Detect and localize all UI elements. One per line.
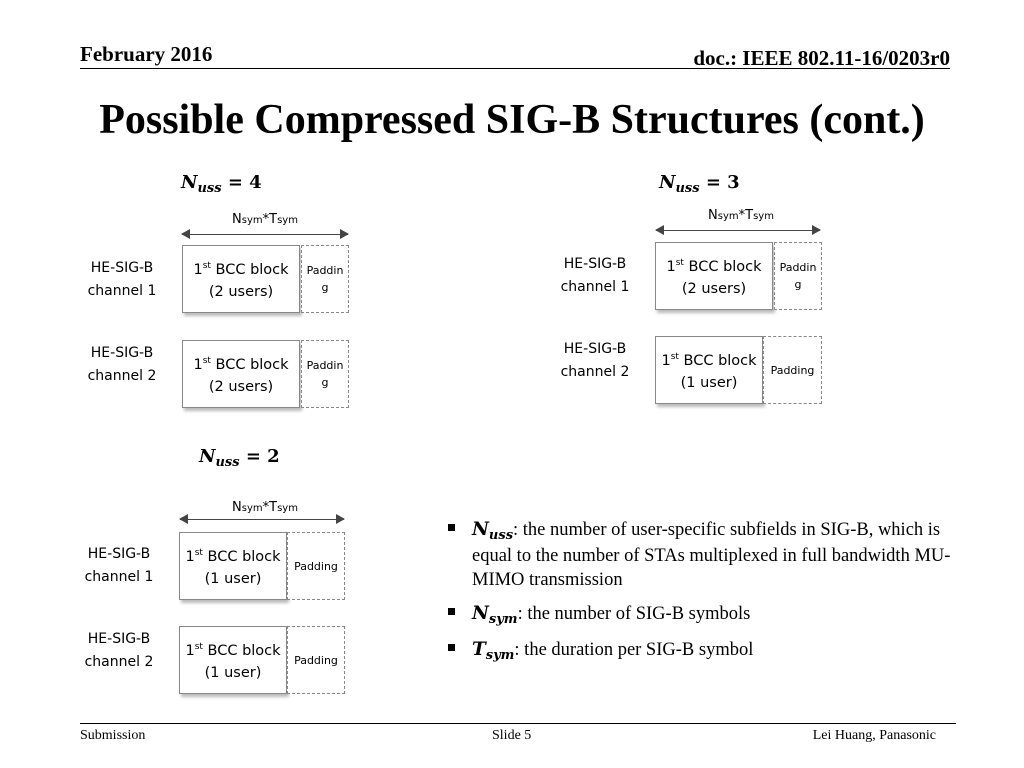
- padding-block: Padding: [287, 626, 345, 694]
- row-label-channel-1: HE-SIG-B channel 1: [560, 256, 630, 295]
- footer-author: Lei Huang, Panasonic: [812, 728, 936, 743]
- padding-block: Padding: [763, 336, 822, 404]
- nuss-4-label: $N_{uss} = 4$: [181, 172, 262, 196]
- padding-block: Paddin g: [774, 242, 822, 310]
- row-label-channel-2: HE-SIG-B channel 2: [84, 631, 154, 670]
- bcc-block: 1st BCC block (2 users): [182, 245, 300, 313]
- footer-slide-number: Slide 5: [492, 728, 532, 743]
- list-item: $T_{sym}$: the duration per SIG-B symbol: [448, 638, 968, 664]
- row-label-channel-2: HE-SIG-B channel 2: [560, 341, 630, 380]
- nuss-2-label: $N_{uss} = 2$: [199, 446, 280, 470]
- padding-block: Paddin g: [301, 340, 349, 408]
- square-bullet-icon: [448, 644, 455, 651]
- definitions-list: [448, 518, 968, 674]
- bcc-block: 1st BCC block (1 user): [179, 532, 287, 600]
- list-item: $N_{sym}$: the number of SIG-B symbols: [448, 602, 968, 628]
- footer-divider: [80, 723, 956, 724]
- list-item: $N_{uss}$: the number of user-specific subfields in SIG-B, which is equal to the number of STAs multiplexed in full bandwidth MU-MIMO transmission: [448, 518, 968, 592]
- page-title: Possible Compressed SIG-B Structures (cont.): [99, 97, 925, 143]
- header-divider: [80, 68, 950, 69]
- header-doc-id: doc.: IEEE 802.11-16/0203r0: [693, 46, 950, 70]
- row-label-channel-1: HE-SIG-B channel 1: [87, 260, 157, 299]
- padding-block: Paddin g: [301, 245, 349, 313]
- row-label-channel-1: HE-SIG-B channel 1: [84, 546, 154, 585]
- bcc-block: 1st BCC block (2 users): [655, 242, 773, 310]
- bcc-block: 1st BCC block (2 users): [182, 340, 300, 408]
- nuss-3-label: $N_{uss} = 3$: [659, 172, 740, 196]
- duration-arrow: [180, 519, 344, 520]
- duration-arrow: [182, 234, 348, 235]
- duration-arrow: [656, 230, 820, 231]
- dimension-label: Nsym*Tsym: [708, 208, 774, 223]
- square-bullet-icon: [448, 608, 455, 615]
- header-date: February 2016: [80, 42, 213, 66]
- padding-block: Padding: [287, 532, 345, 600]
- bcc-block: 1st BCC block (1 user): [655, 336, 763, 404]
- bcc-block: 1st BCC block (1 user): [179, 626, 287, 694]
- square-bullet-icon: [448, 524, 455, 531]
- footer-submission: Submission: [80, 728, 146, 743]
- row-label-channel-2: HE-SIG-B channel 2: [87, 345, 157, 384]
- dimension-label: Nsym*Tsym: [232, 212, 298, 227]
- dimension-label: Nsym*Tsym: [232, 500, 298, 515]
